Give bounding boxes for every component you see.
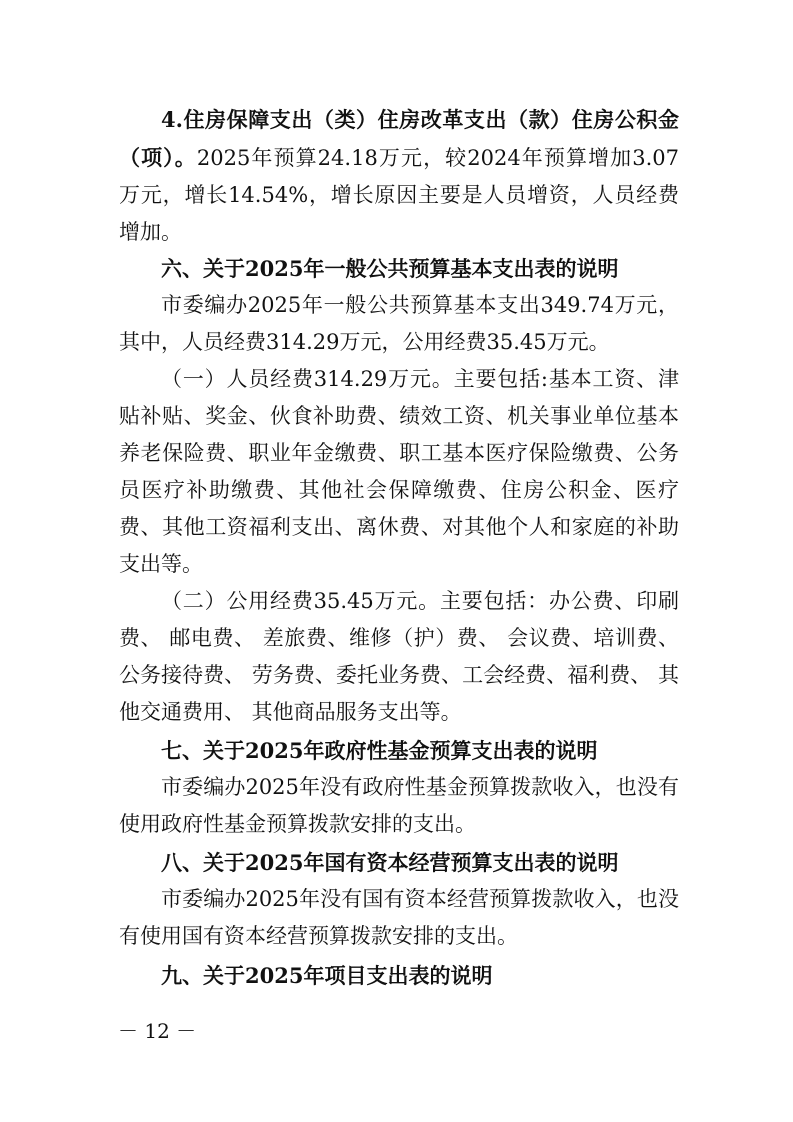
paragraph-housing-fund-title: 4.住房保障支出（类）住房改革支出（款）住房公积金（项）。 — [119, 107, 679, 170]
paragraph-personnel-expenses: （一）人员经费314.29万元。主要包括:基本工资、津贴补贴、奖金、伙食补助费、绩效工资、机关事业单位基本养老保险费、职业年金缴费、职工基本医疗保险缴费、公务员医疗补助缴费、其他社会保障缴费、住房公积金、医疗费、其他工资福利支出、离休费、对其他个人和家庭的补助支出等。 — [119, 367, 679, 576]
paragraph-basic-expenditure: 市委编办2025年一般公共预算基本支出349.74万元，其中，人员经费314.29万元，公用经费35.45万元。 — [119, 293, 679, 354]
paragraph-state-capital: 市委编办2025年没有国有资本经营预算拨款收入，也没有使用国有资本经营预算拨款安排的支出。 — [119, 887, 679, 948]
paragraph-housing-fund — [119, 101, 679, 251]
section-heading-8: 八、关于2025年国有资本经营预算支出表的说明 — [161, 850, 619, 875]
paragraph-housing-fund-body: 2025年预算24.18万元，较2024年预算增加3.07万元，增长14.54%，增长原因主要是人员增资，人员经费增加。 — [119, 146, 680, 244]
section-heading-7: 七、关于2025年政府性基金预算支出表的说明 — [161, 738, 598, 763]
paragraph-public-expenses: （二）公用经费35.45万元。主要包括：办公费、印刷费、 邮电费、 差旅费、维修（护）费、 会议费、培训费、公务接待费、 劳务费、委托业务费、工会经费、福利费、 其他交通费用、 其他商品服务支出等。 — [119, 589, 679, 724]
page-number: － 12 － — [118, 1019, 197, 1043]
paragraph-government-fund: 市委编办2025年没有政府性基金预算拨款收入，也没有使用政府性基金预算拨款安排的支出。 — [119, 775, 679, 836]
section-heading-6: 六、关于2025年一般公共预算基本支出表的说明 — [161, 256, 619, 281]
section-heading-9: 九、关于2025年项目支出表的说明 — [161, 963, 493, 988]
